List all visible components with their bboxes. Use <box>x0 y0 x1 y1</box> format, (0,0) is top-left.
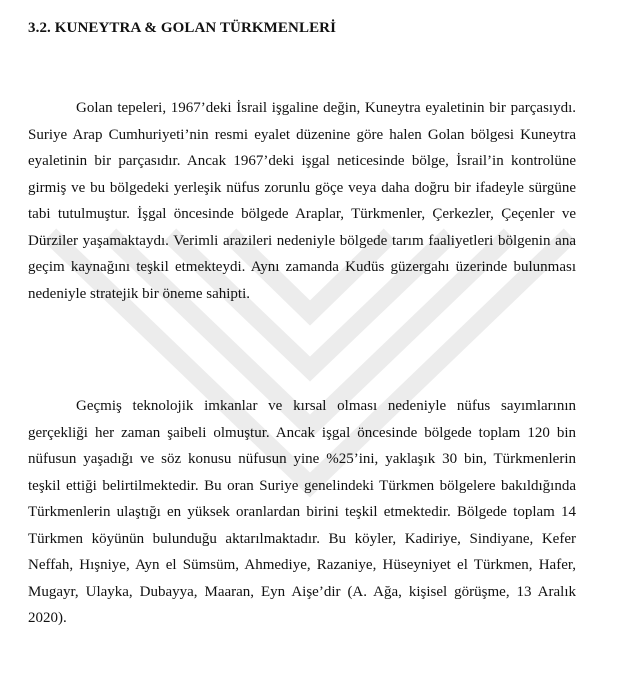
paragraph-golan-history: Golan tepeleri, 1967’deki İsrail işgaline değin, Kuneytra eyaletinin bir parçasıydı. Suriye Arap Cumhuriyeti’nin resmi eyalet düzenine göre halen Golan bölgesi Kuneytra eyaletinin bir parçasıdır. Ancak 1967’deki işgal neticesinde bölge, İsrail’in kontrolüne girmiş ve bu bölgedeki yerleşik nüfus zorunlu göçe veya daha doğru bir ifadeyle sürgüne tabi tutulmuştur. İşgal öncesinde bölgede Araplar, Türkmenler, Çerkezler, Çeçenler ve Dürziler yaşamaktaydı. Verimli arazileri nedeniyle bölgede tarım faaliyetleri bölgenin ana geçim kaynağını teşkil etmekteydi. Aynı zamanda Kudüs güzergahı üzerinde bulunması nedeniyle stratejik bir öneme sahipti. <box>28 100 576 302</box>
paragraph-turkmen-population: Geçmiş teknolojik imkanlar ve kırsal olması nedeniyle nüfus sayımlarının gerçekliği her zaman şaibeli olmuştur. Ancak işgal öncesinde bölgede toplam 120 bin nüfusun yaşadığı ve söz konusu nüfusun yine %25’ini, yaklaşık 30 bin, Türkmenlerin teşkil ettiği belirtilmektedir. Bu oran Suriye genelindeki Türkmen bölgelere bakıldığında Türkmenlerin ulaştığı en yüksek oranlardan birini teşkil etmektedir. Bölgede toplam 14 Türkmen köyünün bulunduğu aktarılmaktadır. Bu köyler, Kadiriye, Sindiyane, Kefer Neffah, Hışniye, Ayn el Sümsüm, Ahmediye, Razaniye, Hüseyniyet el Türkmen, Hafer, Mugayr, Ulayka, Dubayya, Maaran, Eyn Aişe’dir (A. Ağa, kişisel görüşme, 13 Aralık 2020). <box>28 398 576 626</box>
section-heading: 3.2. KUNEYTRA & GOLAN TÜRKMENLERİ <box>28 20 337 36</box>
